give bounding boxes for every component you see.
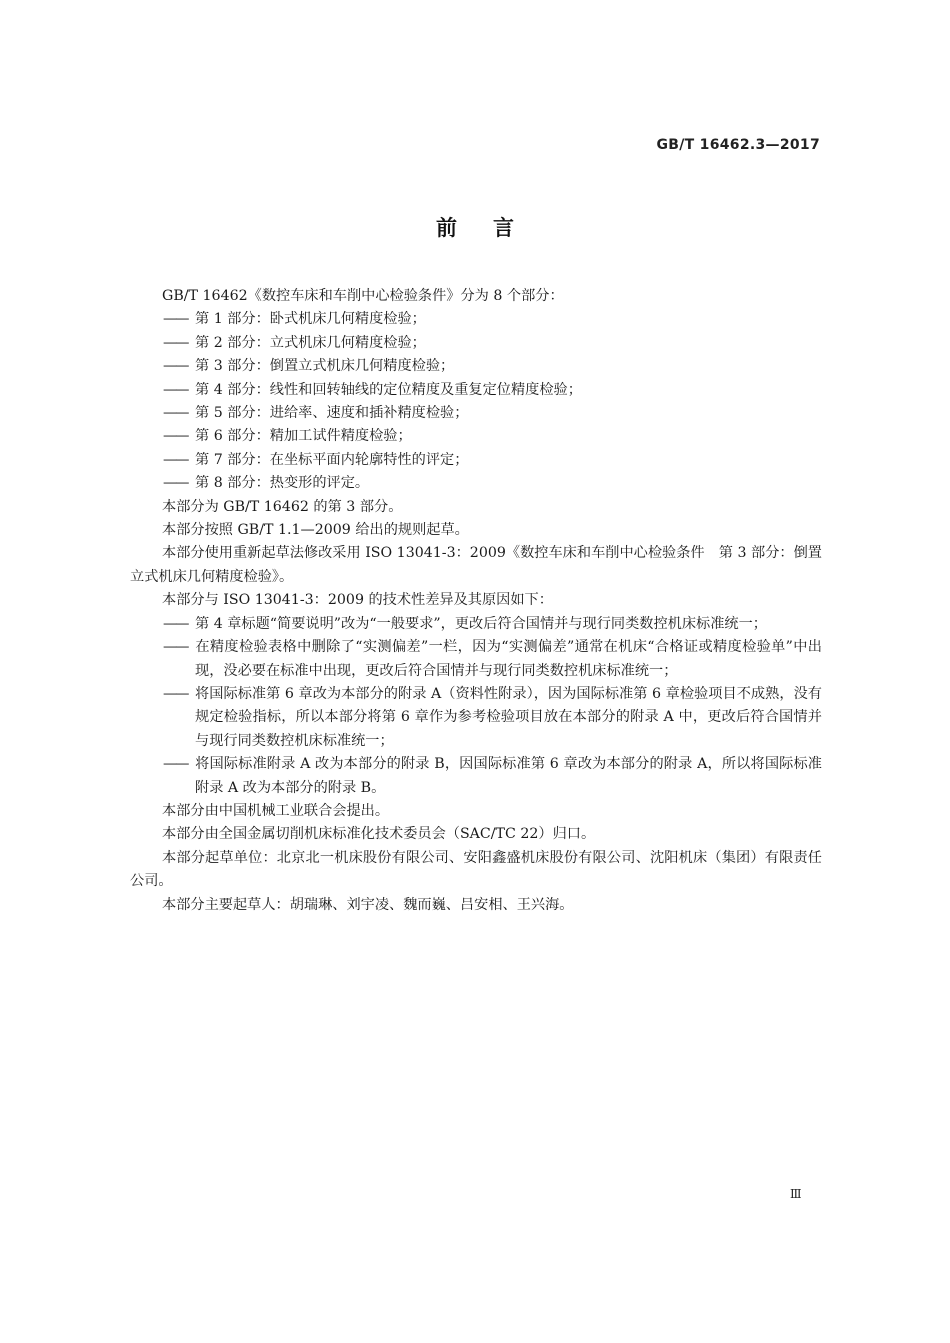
- page-number: Ⅲ: [790, 1187, 802, 1201]
- dash-mark: ——: [163, 475, 188, 492]
- list-item-part-3: [130, 355, 822, 378]
- paragraph-drafting-rules: 本部分按照 GB/T 1.1—2009 给出的规则起草。: [162, 522, 469, 539]
- page-title: 前言: [436, 216, 550, 240]
- list-item-difference-4: [130, 753, 822, 800]
- list-item-text: 第 4 部分：线性和回转轴线的定位精度及重复定位精度检验；: [195, 381, 582, 398]
- dash-mark: ——: [163, 311, 188, 328]
- list-item-difference-1: [130, 613, 822, 636]
- list-item-text: 在精度检验表格中删除了“实测偏差”一栏，因为“实测偏差”通常在机床“合格证或精度检验单”中出现，没必要在标准中出现，更改后符合国情并与现行同类数控机床标准统一；: [195, 639, 822, 679]
- list-item-part-7: [130, 449, 822, 472]
- list-item-text: 第 3 部分：倒置立式机床几何精度检验；: [195, 358, 455, 375]
- list-item-text: 第 5 部分：进给率、速度和插补精度检验；: [195, 405, 469, 422]
- list-item-text: 第 6 部分：精加工试件精度检验；: [195, 428, 412, 445]
- paragraph-part-statement: 本部分为 GB/T 16462 的第 3 部分。: [162, 498, 403, 515]
- paragraph-proposer: 本部分由中国机械工业联合会提出。: [162, 802, 390, 819]
- dash-mark: ——: [163, 639, 188, 656]
- paragraph-committee: 本部分由全国金属切削机床标准化技术委员会（SAC/TC 22）归口。: [162, 826, 596, 843]
- dash-mark: ——: [163, 451, 188, 468]
- list-item-part-6: [130, 425, 822, 448]
- dash-mark: ——: [163, 615, 188, 632]
- list-item-part-1: [130, 308, 822, 331]
- list-item-text: 第 1 部分：卧式机床几何精度检验；: [195, 311, 426, 328]
- dash-mark: ——: [163, 358, 188, 375]
- list-item-part-2: [130, 332, 822, 355]
- dash-mark: ——: [163, 381, 188, 398]
- paragraph-differences-intro: 本部分与 ISO 13041-3：2009 的技术性差异及其原因如下：: [162, 592, 553, 609]
- list-item-difference-2: [130, 636, 822, 683]
- paragraph-adoption: 本部分使用重新起草法修改采用 ISO 13041-3：2009《数控车床和车削中心检验条件 第 3 部分：倒置立式机床几何精度检验》。: [130, 545, 822, 585]
- list-item-part-8: [130, 472, 822, 495]
- list-item-text: 将国际标准附录 A 改为本部分的附录 B，因国际标准第 6 章改为本部分的附录 A，所以将国际标准附录 A 改为本部分的附录 B。: [195, 756, 822, 796]
- paragraph-drafting-units: 本部分起草单位：北京北一机床股份有限公司、安阳鑫盛机床股份有限公司、沈阳机床（集团）有限责任公司。: [130, 849, 822, 890]
- list-item-difference-3: [130, 683, 822, 753]
- dash-mark: ——: [163, 756, 188, 773]
- list-item-text: 第 4 章标题“简要说明”改为“一般要求”，更改后符合国情并与现行同类数控机床标准统一；: [195, 615, 767, 632]
- dash-mark: ——: [163, 405, 188, 422]
- list-item-text: 第 8 部分：热变形的评定。: [195, 475, 370, 492]
- list-item-text: 将国际标准第 6 章改为本部分的附录 A（资料性附录），因为国际标准第 6 章检验项目不成熟，没有规定检验指标，所以本部分将第 6 章作为参考检验项目放在本部分的附录 A 中，更改后符合国情并与现行同类数控机床标准统一；: [195, 685, 822, 749]
- list-item-text: 第 7 部分：在坐标平面内轮廓特性的评定；: [195, 451, 469, 468]
- dash-mark: ——: [163, 428, 188, 445]
- list-item-part-5: [130, 402, 822, 425]
- standard-number: GB/T 16462.3—2017: [656, 137, 820, 153]
- list-item-part-4: [130, 379, 822, 402]
- dash-mark: ——: [163, 685, 188, 702]
- paragraph-intro: GB/T 16462《数控车床和车削中心检验条件》分为 8 个部分：: [162, 288, 564, 304]
- dash-mark: ——: [163, 334, 188, 351]
- foreword-body: [130, 285, 822, 917]
- paragraph-drafters: 本部分主要起草人：胡瑞琳、刘宇凌、魏而巍、吕安相、王兴海。: [162, 896, 574, 913]
- list-item-text: 第 2 部分：立式机床几何精度检验；: [195, 334, 426, 351]
